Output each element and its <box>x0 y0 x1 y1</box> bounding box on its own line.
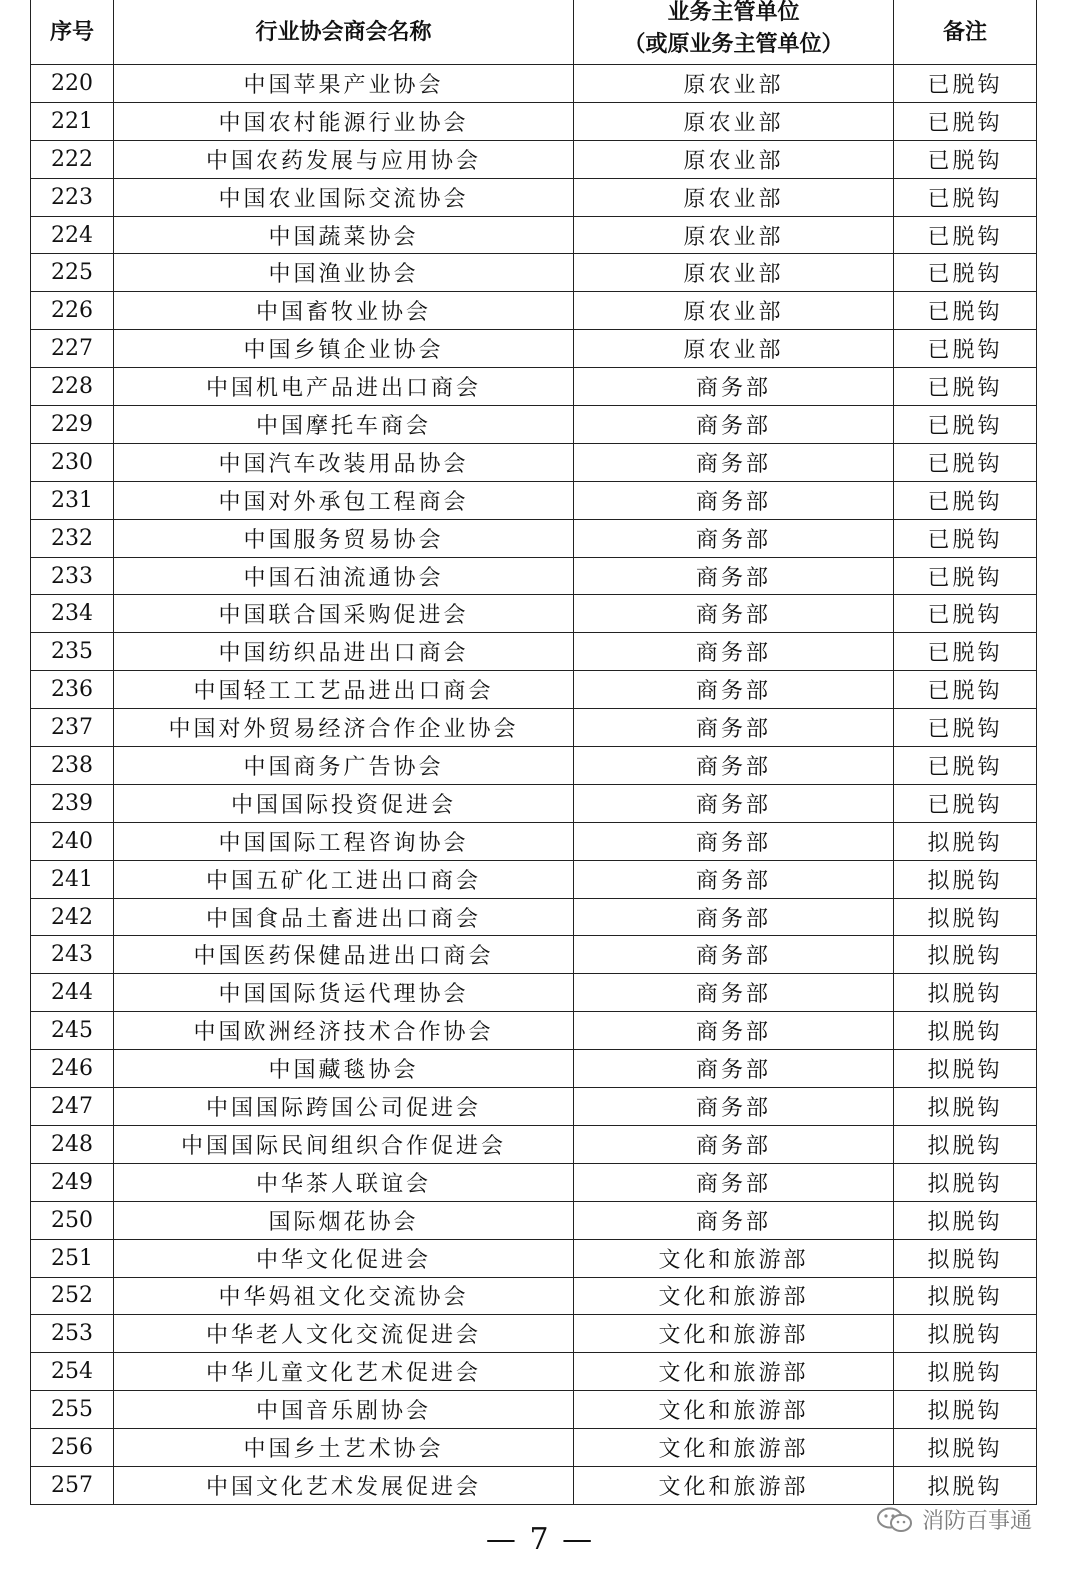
row-name: 中华茶人联谊会 <box>114 1163 574 1201</box>
row-manager: 商务部 <box>574 633 894 671</box>
row-index: 234 <box>31 595 114 633</box>
row-manager: 商务部 <box>574 368 894 406</box>
row-index: 244 <box>31 974 114 1012</box>
row-name: 中国国际跨国公司促进会 <box>114 1088 574 1126</box>
row-name: 中国摩托车商会 <box>114 406 574 444</box>
row-name: 中国机电产品进出口商会 <box>114 368 574 406</box>
table-row <box>31 936 1037 974</box>
table-row <box>31 1353 1037 1391</box>
watermark <box>876 1504 1032 1535</box>
row-name: 中国农业国际交流协会 <box>114 178 574 216</box>
row-name: 中华妈祖文化交流协会 <box>114 1277 574 1315</box>
table-row <box>31 368 1037 406</box>
row-note: 拟脱钩 <box>894 822 1037 860</box>
row-name: 中国蔬菜协会 <box>114 216 574 254</box>
row-note: 已脱钩 <box>894 481 1037 519</box>
row-index: 257 <box>31 1466 114 1504</box>
row-manager: 商务部 <box>574 860 894 898</box>
row-note: 已脱钩 <box>894 216 1037 254</box>
row-index: 247 <box>31 1088 114 1126</box>
table-row <box>31 519 1037 557</box>
row-index: 254 <box>31 1353 114 1391</box>
row-manager: 原农业部 <box>574 292 894 330</box>
table-row <box>31 1012 1037 1050</box>
row-note: 拟脱钩 <box>894 1277 1037 1315</box>
table-row <box>31 633 1037 671</box>
row-index: 224 <box>31 216 114 254</box>
table-row <box>31 747 1037 785</box>
table-row <box>31 860 1037 898</box>
row-manager: 文化和旅游部 <box>574 1239 894 1277</box>
table-row <box>31 671 1037 709</box>
header-index: 序号 <box>31 0 114 65</box>
row-manager: 原农业部 <box>574 330 894 368</box>
row-name: 中国农药发展与应用协会 <box>114 140 574 178</box>
row-manager: 商务部 <box>574 519 894 557</box>
row-note: 已脱钩 <box>894 330 1037 368</box>
row-index: 225 <box>31 254 114 292</box>
row-name: 中国乡土艺术协会 <box>114 1429 574 1467</box>
table-row <box>31 898 1037 936</box>
table-row <box>31 557 1037 595</box>
row-name: 中国国际投资促进会 <box>114 784 574 822</box>
row-note: 拟脱钩 <box>894 1125 1037 1163</box>
row-manager: 商务部 <box>574 671 894 709</box>
row-manager: 商务部 <box>574 557 894 595</box>
row-manager: 商务部 <box>574 898 894 936</box>
row-index: 239 <box>31 784 114 822</box>
table-row <box>31 1315 1037 1353</box>
row-note: 已脱钩 <box>894 406 1037 444</box>
row-note: 已脱钩 <box>894 709 1037 747</box>
row-manager: 文化和旅游部 <box>574 1277 894 1315</box>
table-row <box>31 102 1037 140</box>
header-manager <box>574 0 894 65</box>
table-row <box>31 140 1037 178</box>
row-name: 中国商务广告协会 <box>114 747 574 785</box>
row-name: 中华文化促进会 <box>114 1239 574 1277</box>
row-manager: 原农业部 <box>574 140 894 178</box>
row-manager: 商务部 <box>574 1050 894 1088</box>
row-manager: 原农业部 <box>574 254 894 292</box>
row-note: 已脱钩 <box>894 519 1037 557</box>
table-row <box>31 595 1037 633</box>
row-manager: 商务部 <box>574 595 894 633</box>
row-manager: 商务部 <box>574 481 894 519</box>
row-note: 已脱钩 <box>894 140 1037 178</box>
row-name: 中华老人文化交流促进会 <box>114 1315 574 1353</box>
row-manager: 原农业部 <box>574 216 894 254</box>
row-name: 中国轻工工艺品进出口商会 <box>114 671 574 709</box>
header-name: 行业协会商会名称 <box>114 0 574 65</box>
header-note: 备注 <box>894 0 1037 65</box>
table-row <box>31 1239 1037 1277</box>
row-note: 已脱钩 <box>894 747 1037 785</box>
row-note: 拟脱钩 <box>894 1429 1037 1467</box>
table-row <box>31 406 1037 444</box>
row-index: 256 <box>31 1429 114 1467</box>
row-index: 228 <box>31 368 114 406</box>
row-index: 222 <box>31 140 114 178</box>
row-name: 中国文化艺术发展促进会 <box>114 1466 574 1504</box>
row-index: 253 <box>31 1315 114 1353</box>
row-name: 中国苹果产业协会 <box>114 65 574 103</box>
row-index: 238 <box>31 747 114 785</box>
table-row <box>31 784 1037 822</box>
table-row <box>31 443 1037 481</box>
table-row <box>31 65 1037 103</box>
row-manager: 商务部 <box>574 443 894 481</box>
row-index: 245 <box>31 1012 114 1050</box>
row-note: 已脱钩 <box>894 557 1037 595</box>
table-row <box>31 974 1037 1012</box>
row-index: 223 <box>31 178 114 216</box>
row-manager: 商务部 <box>574 1088 894 1126</box>
association-table <box>30 0 1037 1505</box>
row-manager: 商务部 <box>574 1012 894 1050</box>
row-note: 拟脱钩 <box>894 1391 1037 1429</box>
page-number: — 7 — <box>485 1522 595 1557</box>
row-index: 241 <box>31 860 114 898</box>
row-note: 拟脱钩 <box>894 1201 1037 1239</box>
table-row <box>31 481 1037 519</box>
table-row <box>31 178 1037 216</box>
row-name: 中国医药保健品进出口商会 <box>114 936 574 974</box>
row-index: 246 <box>31 1050 114 1088</box>
row-note: 拟脱钩 <box>894 1466 1037 1504</box>
row-manager: 原农业部 <box>574 65 894 103</box>
row-note: 拟脱钩 <box>894 974 1037 1012</box>
row-manager: 商务部 <box>574 1125 894 1163</box>
row-name: 中国对外承包工程商会 <box>114 481 574 519</box>
row-name: 中国欧洲经济技术合作协会 <box>114 1012 574 1050</box>
table-row <box>31 1088 1037 1126</box>
row-index: 221 <box>31 102 114 140</box>
row-manager: 商务部 <box>574 974 894 1012</box>
row-name: 中国联合国采购促进会 <box>114 595 574 633</box>
table-row <box>31 1277 1037 1315</box>
row-manager: 商务部 <box>574 747 894 785</box>
row-index: 226 <box>31 292 114 330</box>
row-index: 240 <box>31 822 114 860</box>
row-index: 236 <box>31 671 114 709</box>
row-note: 已脱钩 <box>894 292 1037 330</box>
row-manager: 文化和旅游部 <box>574 1391 894 1429</box>
row-manager: 商务部 <box>574 784 894 822</box>
row-index: 231 <box>31 481 114 519</box>
row-manager: 文化和旅游部 <box>574 1315 894 1353</box>
row-note: 拟脱钩 <box>894 1315 1037 1353</box>
row-manager: 文化和旅游部 <box>574 1353 894 1391</box>
row-name: 中国国际货运代理协会 <box>114 974 574 1012</box>
row-note: 已脱钩 <box>894 443 1037 481</box>
row-name: 国际烟花协会 <box>114 1201 574 1239</box>
row-name: 中国渔业协会 <box>114 254 574 292</box>
row-manager: 文化和旅游部 <box>574 1466 894 1504</box>
table-row <box>31 1163 1037 1201</box>
header-row <box>31 0 1037 65</box>
table-row <box>31 1466 1037 1504</box>
row-note: 已脱钩 <box>894 784 1037 822</box>
row-manager: 文化和旅游部 <box>574 1429 894 1467</box>
row-name: 中国音乐剧协会 <box>114 1391 574 1429</box>
row-index: 230 <box>31 443 114 481</box>
row-name: 中国食品土畜进出口商会 <box>114 898 574 936</box>
row-name: 中国畜牧业协会 <box>114 292 574 330</box>
row-name: 中国对外贸易经济合作企业协会 <box>114 709 574 747</box>
row-index: 237 <box>31 709 114 747</box>
row-manager: 原农业部 <box>574 102 894 140</box>
row-index: 242 <box>31 898 114 936</box>
row-note: 拟脱钩 <box>894 898 1037 936</box>
row-manager: 商务部 <box>574 406 894 444</box>
row-index: 227 <box>31 330 114 368</box>
row-name: 中国国际民间组织合作促进会 <box>114 1125 574 1163</box>
row-index: 249 <box>31 1163 114 1201</box>
header-manager-line1: 业务主管单位 <box>667 0 800 25</box>
row-note: 拟脱钩 <box>894 1353 1037 1391</box>
row-note: 已脱钩 <box>894 178 1037 216</box>
row-manager: 商务部 <box>574 1201 894 1239</box>
row-note: 拟脱钩 <box>894 1163 1037 1201</box>
row-name: 中国汽车改装用品协会 <box>114 443 574 481</box>
row-index: 220 <box>31 65 114 103</box>
header-manager-line2: （或原业务主管单位） <box>623 31 844 57</box>
row-index: 229 <box>31 406 114 444</box>
row-name: 中国纺织品进出口商会 <box>114 633 574 671</box>
row-index: 252 <box>31 1277 114 1315</box>
row-name: 中国乡镇企业协会 <box>114 330 574 368</box>
row-note: 拟脱钩 <box>894 1239 1037 1277</box>
row-name: 中国五矿化工进出口商会 <box>114 860 574 898</box>
row-name: 中国服务贸易协会 <box>114 519 574 557</box>
row-index: 235 <box>31 633 114 671</box>
row-index: 248 <box>31 1125 114 1163</box>
row-name: 中国藏毯协会 <box>114 1050 574 1088</box>
row-note: 已脱钩 <box>894 65 1037 103</box>
table-row <box>31 1201 1037 1239</box>
row-manager: 原农业部 <box>574 178 894 216</box>
row-note: 拟脱钩 <box>894 860 1037 898</box>
table-row <box>31 1391 1037 1429</box>
row-note: 已脱钩 <box>894 671 1037 709</box>
row-note: 已脱钩 <box>894 368 1037 406</box>
row-note: 已脱钩 <box>894 633 1037 671</box>
row-manager: 商务部 <box>574 936 894 974</box>
table-row <box>31 216 1037 254</box>
row-note: 已脱钩 <box>894 254 1037 292</box>
row-note: 已脱钩 <box>894 102 1037 140</box>
watermark-text: 消防百事通 <box>921 1509 1032 1534</box>
table-row <box>31 822 1037 860</box>
row-name: 中国农村能源行业协会 <box>114 102 574 140</box>
table-row <box>31 254 1037 292</box>
table-row <box>31 292 1037 330</box>
document-page <box>30 0 1036 1505</box>
wechat-icon <box>876 1506 914 1534</box>
table-row <box>31 330 1037 368</box>
row-manager: 商务部 <box>574 1163 894 1201</box>
row-manager: 商务部 <box>574 709 894 747</box>
row-name: 中华儿童文化艺术促进会 <box>114 1353 574 1391</box>
row-note: 已脱钩 <box>894 595 1037 633</box>
row-manager: 商务部 <box>574 822 894 860</box>
row-index: 251 <box>31 1239 114 1277</box>
row-index: 255 <box>31 1391 114 1429</box>
row-note: 拟脱钩 <box>894 1088 1037 1126</box>
table-row <box>31 1050 1037 1088</box>
row-index: 232 <box>31 519 114 557</box>
table-header <box>31 0 1037 65</box>
row-index: 243 <box>31 936 114 974</box>
row-note: 拟脱钩 <box>894 1012 1037 1050</box>
row-note: 拟脱钩 <box>894 1050 1037 1088</box>
table-row <box>31 1429 1037 1467</box>
row-note: 拟脱钩 <box>894 936 1037 974</box>
row-index: 250 <box>31 1201 114 1239</box>
table-body <box>31 65 1037 1505</box>
table-row <box>31 709 1037 747</box>
row-name: 中国国际工程咨询协会 <box>114 822 574 860</box>
row-index: 233 <box>31 557 114 595</box>
row-name: 中国石油流通协会 <box>114 557 574 595</box>
table-row <box>31 1125 1037 1163</box>
